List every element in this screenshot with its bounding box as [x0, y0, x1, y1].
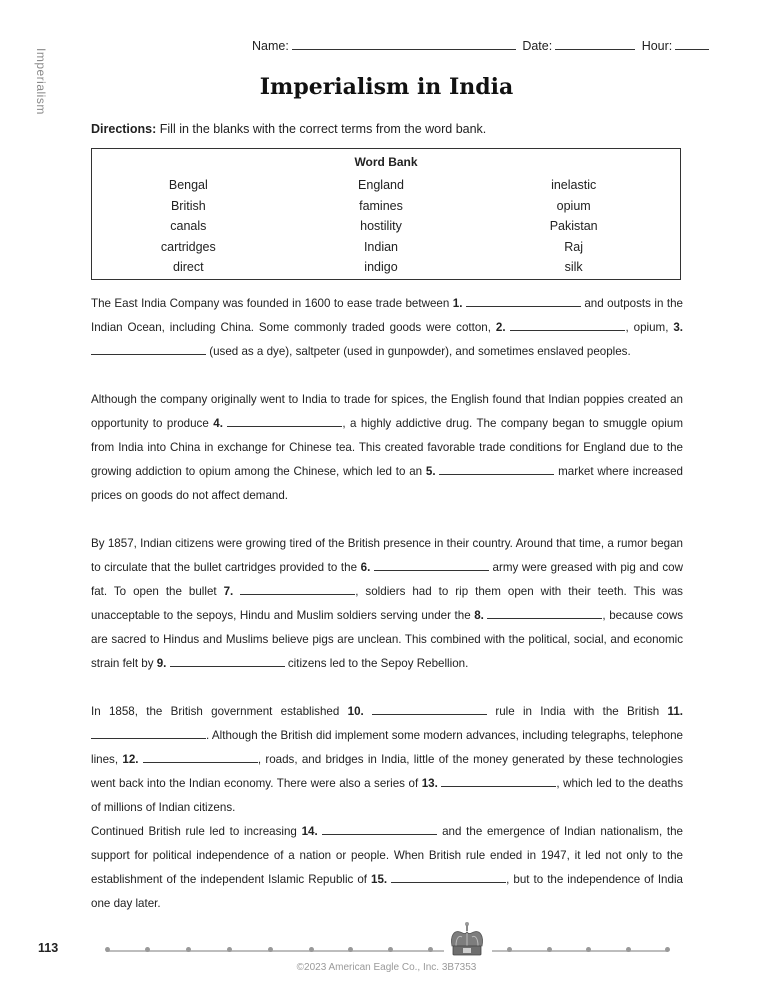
- paragraph-text: citizens led to the Sepoy Rebellion.: [284, 657, 469, 670]
- footer-dot: [268, 947, 273, 952]
- blank-number: 1.: [452, 297, 463, 310]
- answer-blank[interactable]: [143, 751, 258, 763]
- word-bank-term: canals: [170, 219, 207, 233]
- answer-blank[interactable]: [487, 607, 602, 619]
- paragraph-text: . Although the British did implement some modern advances, including telegraphs, telephone lines,: [91, 729, 683, 766]
- blank-number: 13.: [421, 777, 438, 790]
- footer-dot: [428, 947, 433, 952]
- student-info-header: [252, 37, 712, 53]
- word-bank-term: Bengal: [168, 178, 208, 192]
- paragraph-text: , which led to the deaths of millions of Indian citizens.: [91, 777, 683, 814]
- directions-label: Directions:: [91, 122, 157, 136]
- blank-number: 7.: [223, 585, 234, 598]
- name-label: Name:: [252, 39, 289, 53]
- answer-blank[interactable]: [374, 559, 489, 571]
- answer-blank[interactable]: [391, 871, 506, 883]
- word-bank-term: hostility: [360, 219, 402, 233]
- blank-number: 3.: [673, 321, 684, 334]
- directions-text: Fill in the blanks with the correct terms from the word bank.: [156, 122, 487, 136]
- footer-dot: [626, 947, 631, 952]
- paragraph-5: [91, 820, 683, 916]
- paragraph-3: [91, 532, 683, 676]
- word-bank-term: Pakistan: [549, 219, 598, 233]
- answer-blank[interactable]: [372, 703, 487, 715]
- blank-number: 15.: [371, 873, 388, 886]
- paragraph-text: Continued British rule led to increasing: [91, 825, 302, 838]
- footer-dot: [145, 947, 150, 952]
- copyright: ©2023 American Eagle Co., Inc. 3B7353: [296, 962, 477, 973]
- footer-dot: [507, 947, 512, 952]
- footer-dot: [348, 947, 353, 952]
- word-bank-term: British: [170, 198, 206, 213]
- word-bank-term: inelastic: [551, 178, 597, 192]
- blank-number: 4.: [213, 417, 223, 430]
- word-bank-term: silk: [564, 260, 583, 274]
- answer-blank[interactable]: [439, 463, 554, 475]
- blank-number: 2.: [495, 321, 506, 334]
- paragraph-text: rule in India with the British: [487, 705, 668, 718]
- crown-icon: [446, 920, 488, 960]
- date-label: Date:: [522, 39, 553, 53]
- footer-dot: [186, 947, 191, 952]
- footer-rule-left: [106, 950, 444, 952]
- paragraph-1: [91, 292, 683, 364]
- answer-blank[interactable]: [510, 319, 625, 331]
- paragraph-2: [91, 388, 683, 508]
- hour-field[interactable]: [675, 37, 709, 50]
- word-bank-term: famines: [359, 198, 403, 213]
- word-bank: [91, 148, 681, 280]
- answer-blank[interactable]: [91, 343, 206, 355]
- date-field[interactable]: [555, 37, 635, 50]
- footer-dot: [227, 947, 232, 952]
- footer-dot: [105, 947, 110, 952]
- blank-number: 11.: [667, 705, 683, 718]
- word-bank-term: Indian: [363, 239, 399, 254]
- paragraph-text: , roads, and bridges in India, little of the money generated by these technologies went back into the Indian economy. There were also a series of: [91, 753, 683, 790]
- blank-number: 5.: [425, 465, 436, 478]
- paragraph-text: In 1858, the British government established: [91, 705, 348, 718]
- blank-number: 10.: [347, 705, 364, 718]
- paragraph-text: By 1857, Indian citizens were growing tired of the British presence in their country. Around that time, a rumor began to circulate that the bullet cartridges provided to the: [91, 537, 683, 574]
- footer-dot: [388, 947, 393, 952]
- blank-number: 9.: [156, 657, 167, 670]
- word-bank-term: direct: [173, 260, 204, 274]
- paragraph-text: , soldiers had to rip them open with their teeth. This was unacceptable to the sepoys, Hindu and Muslim soldiers serving under the: [91, 585, 683, 622]
- footer-dot: [665, 947, 670, 952]
- footer-dot: [586, 947, 591, 952]
- answer-blank[interactable]: [322, 823, 437, 835]
- directions: [91, 122, 486, 136]
- page-title: Imperialism in India: [259, 74, 514, 100]
- footer-rule-right: [492, 950, 668, 952]
- answer-blank[interactable]: [91, 727, 206, 739]
- word-bank-term: opium: [556, 198, 591, 213]
- word-bank-title: Word Bank: [354, 155, 418, 169]
- paragraph-text: Although the company originally went to India to trade for spices, the English found that Indian poppies created an opportunity to produce: [91, 393, 683, 430]
- name-field[interactable]: [292, 37, 516, 50]
- blank-number: 6.: [360, 561, 371, 574]
- word-bank-term: cartridges: [160, 239, 216, 254]
- blank-number: 14.: [301, 825, 318, 838]
- paragraph-text: and outposts in the Indian Ocean, including China. Some commonly traded goods were cotton,: [91, 297, 683, 334]
- answer-blank[interactable]: [441, 775, 556, 787]
- paragraph-4: [91, 700, 683, 820]
- word-bank-grid: [92, 175, 680, 278]
- paragraph-text: , opium,: [625, 321, 674, 334]
- paragraph-text: , because cows are sacred to Hindus and Muslims believe pigs are unclean. This combined with the political, social, and economic strain felt by: [91, 609, 683, 670]
- answer-blank[interactable]: [227, 415, 342, 427]
- paragraph-text: market where increased prices on goods do not affect demand.: [91, 465, 683, 502]
- answer-blank[interactable]: [240, 583, 355, 595]
- paragraph-text: , but to the independence of India one day later.: [91, 873, 683, 910]
- paragraph-text: army were greased with pig and cow fat. To open the bullet: [91, 561, 683, 598]
- answer-blank[interactable]: [170, 655, 285, 667]
- blank-number: 12.: [122, 753, 139, 766]
- word-bank-term: Raj: [564, 239, 584, 254]
- side-section-label: Imperialism: [34, 48, 48, 115]
- paragraph-text: and the emergence of Indian nationalism, the support for political independence of a nation or people. When British rule ended in 1947, it led not only to the establishment of the independent Islamic Republic of: [91, 825, 683, 886]
- footer-dot: [309, 947, 314, 952]
- page-number: 113: [38, 941, 59, 955]
- word-bank-term: England: [358, 178, 404, 192]
- word-bank-term: indigo: [364, 260, 398, 274]
- paragraph-text: (used as a dye), saltpeter (used in gunpowder), and sometimes enslaved peoples.: [206, 345, 631, 358]
- hour-label: Hour:: [641, 39, 673, 53]
- paragraph-text: , a highly addictive drug. The company began to smuggle opium from India into China in exchange for Chinese tea. This created favorable trade conditions for England due to the growing addiction to opium among the Chinese, which led to an: [91, 417, 683, 478]
- footer-dot: [547, 947, 552, 952]
- paragraph-text: The East India Company was founded in 1600 to ease trade between: [91, 297, 453, 310]
- blank-number: 8.: [474, 609, 484, 622]
- answer-blank[interactable]: [466, 295, 581, 307]
